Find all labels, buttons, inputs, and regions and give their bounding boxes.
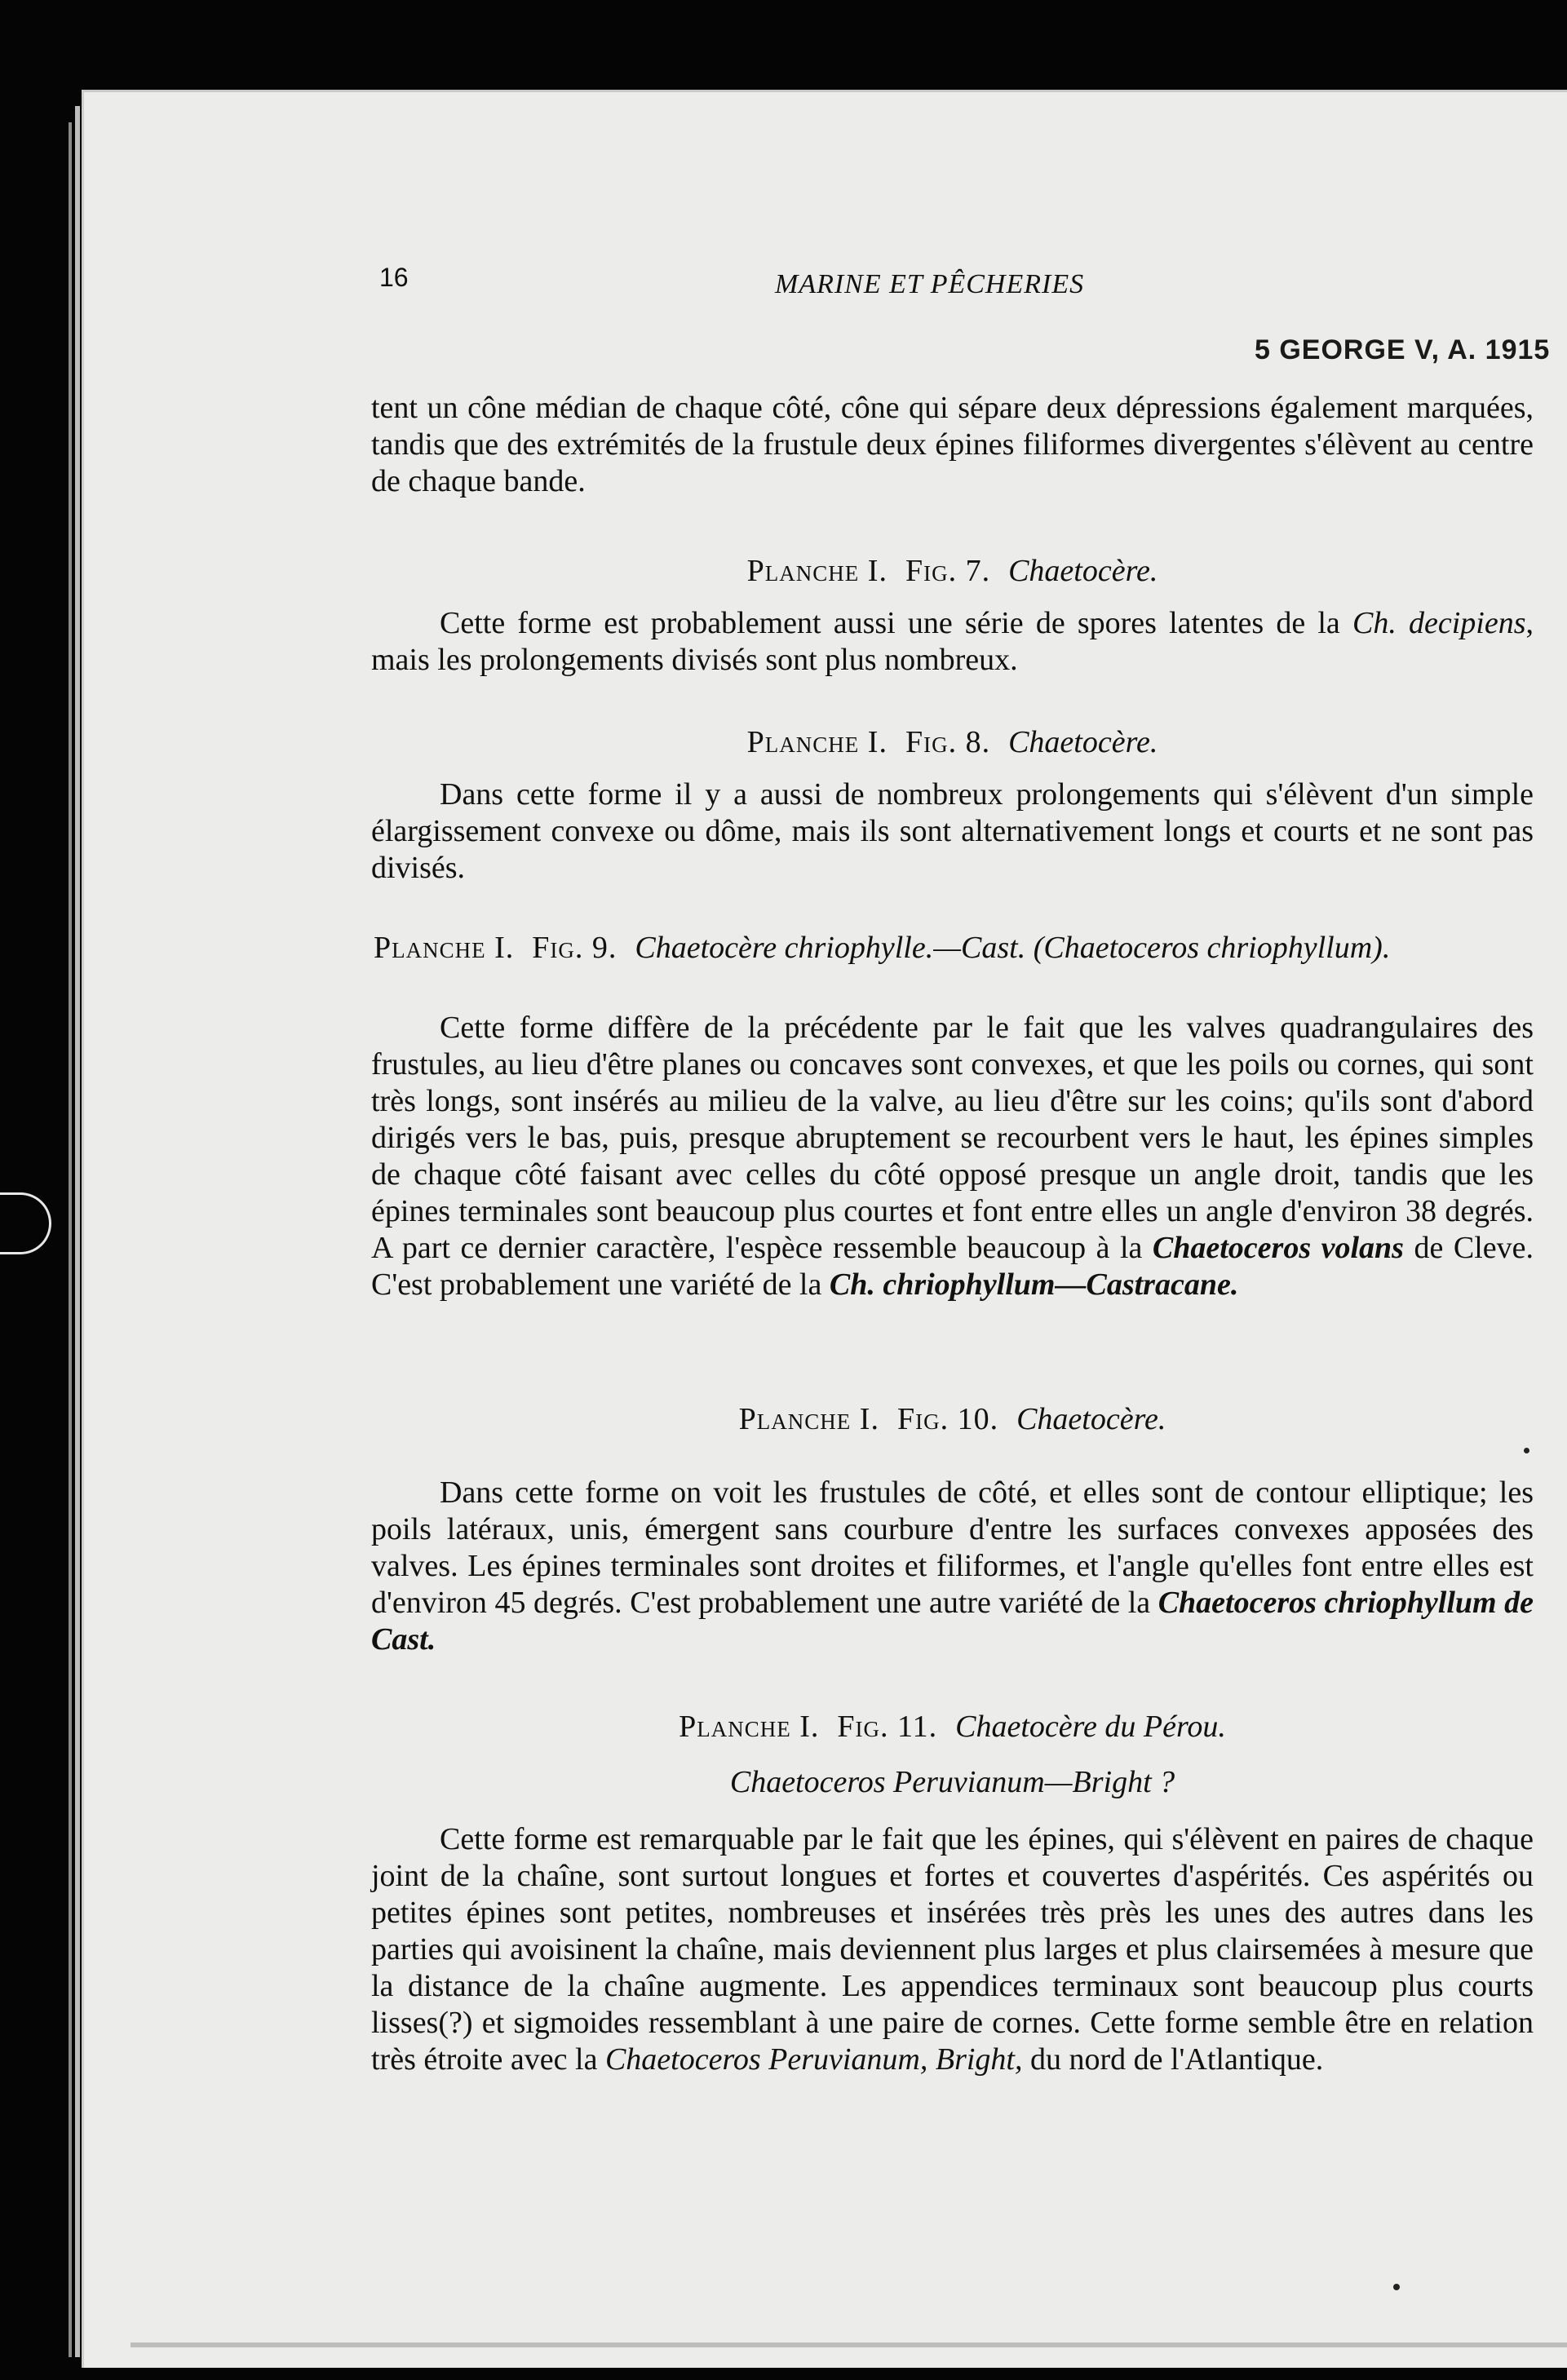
caption-fig10 <box>371 1401 1534 1438</box>
running-title: MARINE ET PÊCHERIES <box>775 269 1085 299</box>
caption-name: Chaetocère. <box>1016 1402 1166 1436</box>
page-bottom-edge <box>131 2342 1567 2347</box>
page-number: 16 <box>379 263 409 292</box>
caption-fig: Fig. 7. <box>905 554 991 588</box>
species-name: Chaetoceros Peruvianum, Bright, <box>604 2042 1023 2077</box>
species-name: Ch. chriophyllum—Castracane. <box>829 1267 1239 1302</box>
page-edge-shadow <box>69 122 72 2357</box>
caption-name: Chaetocère chriophylle.—Cast. <box>635 931 1026 965</box>
caption-fig: Fig. 11. <box>837 1710 938 1744</box>
caption-fig7 <box>371 553 1534 590</box>
caption-fig8 <box>371 724 1534 761</box>
caption-planche: Planche I. <box>746 554 888 588</box>
caption-name: Chaetocère du Pérou. <box>955 1710 1226 1744</box>
caption-latin-name: (Chaetoceros chriophyllum). <box>1033 931 1391 965</box>
caption-fig11-subtitle: Chaetoceros Peruvianum—Bright ? <box>729 1765 1175 1799</box>
paragraph-2 <box>371 605 1534 679</box>
caption-fig: Fig. 9. <box>532 931 618 965</box>
paragraph-6 <box>371 1821 1534 2078</box>
caption-name: Chaetocère. <box>1008 554 1158 588</box>
species-name: Chaetoceros chriophyllum de Cast. <box>371 1586 1534 1657</box>
caption-fig9 <box>374 930 1534 967</box>
paragraph-text: du nord de l'Atlantique. <box>1022 2042 1324 2077</box>
caption-planche: Planche I. <box>746 725 888 759</box>
caption-planche: Planche I. <box>679 1710 820 1744</box>
paragraph-1: tent un cône médian de chaque côté, cône qui sépare deux dépressions également marquées, tandis que des extrémités de la frustule deux épines filiformes divergentes s'élèvent au centre de chaque bande. <box>371 391 1534 498</box>
paragraph-4 <box>371 1010 1534 1303</box>
paragraph-text: de Cleve. C'est probablement une variété de la <box>371 1231 1534 1302</box>
scan-artifact-bracket <box>0 1192 51 1254</box>
scan-speck <box>1524 1448 1529 1453</box>
caption-fig11 <box>371 1709 1534 1745</box>
caption-fig: Fig. 10. <box>896 1402 999 1436</box>
page-edge <box>75 106 80 2357</box>
edition-label: 5 GEORGE V, A. 1915 <box>1255 334 1551 365</box>
paragraph-3: Dans cette forme il y a aussi de nombreux prolongements qui s'élèvent d'un simple élargissement convexe ou dôme, mais ils sont alternativement longs et courts et ne sont pas divisés. <box>371 777 1534 885</box>
species-name: Chaetoceros volans <box>1152 1231 1404 1265</box>
paragraph-5 <box>371 1475 1534 1658</box>
caption-planche: Planche I. <box>374 931 515 965</box>
paragraph-text: Dans cette forme on voit les frustules de côté, et elles sont de contour elliptique; les poils latéraux, unis, émergent sans courbure d'entre les surfaces convexes apposées des valves. Les épines terminales sont droites et filiformes, et l'angle qu'elles font entre elles est d'environ 45 degrés. C'est probablement une autre variété de la <box>371 1475 1534 1620</box>
paragraph-text: Cette forme est probablement aussi une série de spores latentes de la <box>440 606 1352 640</box>
caption-planche: Planche I. <box>738 1402 879 1436</box>
paragraph-text: Cette forme est remarquable par le fait que les épines, qui s'élèvent en paires de chaque joint de la chaîne, sont surtout longues et fortes et couvertes d'aspérités. Ces aspérités ou petites épines sont petites, nombreuses et insérées très près les unes des autres dans les parties qui avoisinent la chaîne, mais deviennent plus larges et plus clairsemées à mesure que la distance de la chaîne augmente. Les appendices terminaux sont beaucoup plus courts lisses(?) et sigmoides ressemblant à une paire de cornes. Cette forme semble être en relation très étroite avec la <box>371 1822 1534 2077</box>
paragraph-text: , mais les prolongements divisés sont plus nombreux. <box>371 606 1534 677</box>
paragraph-text: Cette forme diffère de la précédente par le fait que les valves quadrangulaires des frustules, au lieu d'être planes ou concaves sont convexes, et que les poils ou cornes, qui sont très longs, sont insérés au milieu de la valve, au lieu d'être sur les coins; qu'ils sont d'abord dirigés vers le bas, puis, presque abruptement se recourbent vers le haut, les épines simples de chaque côté faisant avec celles du côté opposé presque un angle droit, tandis que les épines terminales sont beaucoup plus courtes et font entre elles un angle d'environ 38 degrés. A part ce dernier caractère, l'espèce ressemble beaucoup à la <box>371 1011 1534 1265</box>
species-name: Ch. decipiens <box>1352 606 1526 640</box>
caption-fig: Fig. 8. <box>905 725 991 759</box>
scan-speck <box>1393 2284 1400 2290</box>
caption-name: Chaetocère. <box>1008 725 1158 759</box>
